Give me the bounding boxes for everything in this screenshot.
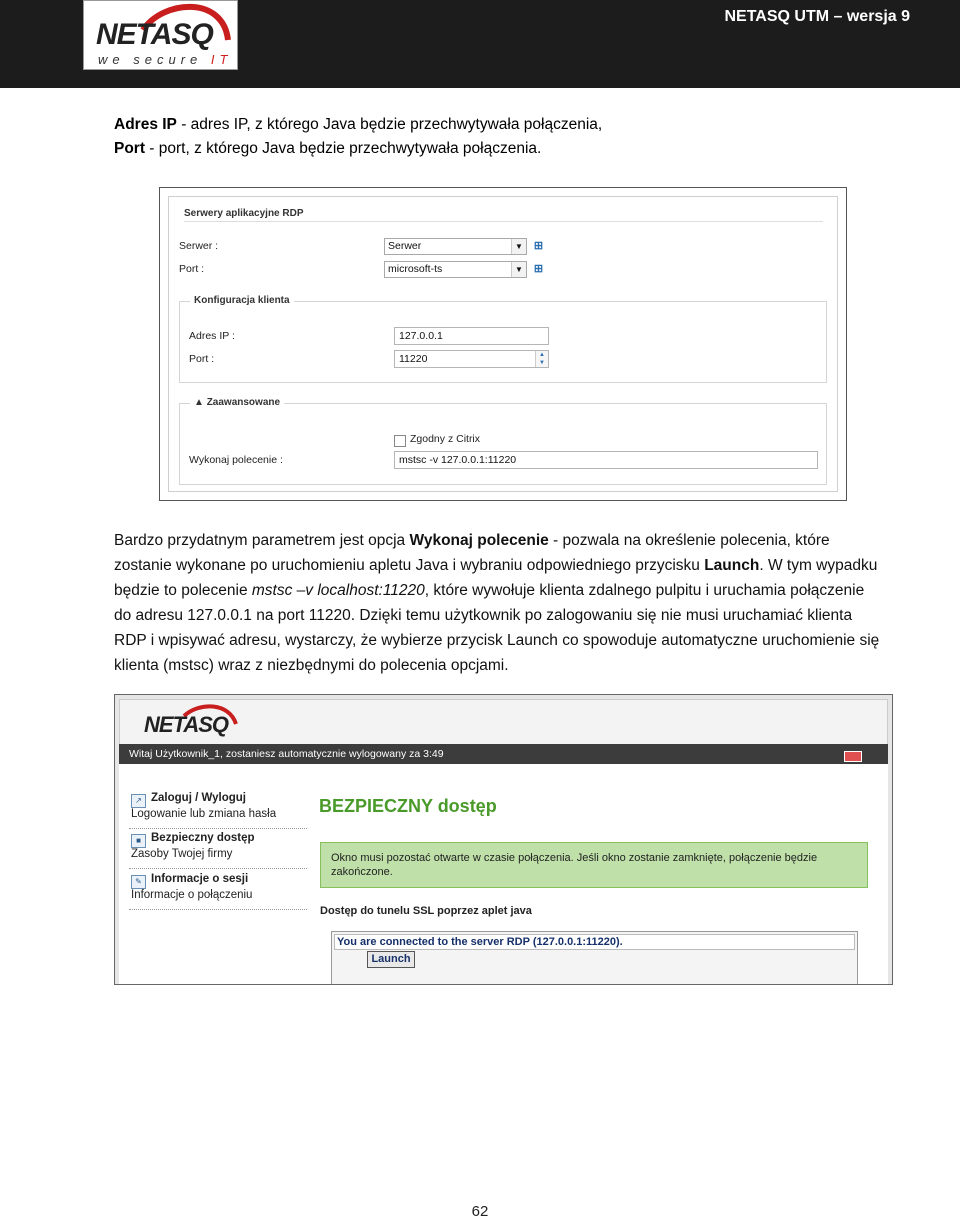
logout-icon[interactable] xyxy=(844,751,862,762)
command-input[interactable]: mstsc -v 127.0.0.1:11220 xyxy=(394,451,818,469)
description-paragraph: Bardzo przydatnym parametrem jest opcja Wykonaj polecenie - pozwala na określenie polecenia, które zostanie wykonane po uruchomieniu apletu Java i wybraniu odpowiedniego przycisku Launch. W tym wypadku będzie to polecenie mstsc –v localhost:11220, które wywołuje klienta zdalnego pulpitu i uruchamia połączenie do adresu 127.0.0.1 na port 11220. Dzięki temu użytkownik po zalogowaniu się nie musi uruchamiać klienta RDP i wpisywać adresu, wystarczy, że wybierze przycisk Launch co spowoduje automatyczne uruchomienie się klienta (mstsc) wraz z niezbędnymi do polecenia opcjami. xyxy=(114,532,880,674)
server-label: Serwer : xyxy=(179,240,219,252)
portal-banner xyxy=(119,699,888,744)
page-number: 62 xyxy=(471,1203,489,1220)
portal-heading: BEZPIECZNY dostęp xyxy=(319,796,497,816)
citrix-checkbox[interactable] xyxy=(394,435,406,447)
definition-ip: Adres IP - adres IP, z którego Java będzie przechwytywała połączenia, xyxy=(114,116,603,133)
citrix-label: Zgodny z Citrix xyxy=(410,433,481,445)
portal-welcome-bar xyxy=(119,744,888,764)
nav-title: Informacje o sesji xyxy=(151,873,249,885)
ssl-portal-screenshot xyxy=(114,694,893,985)
rdp-config-screenshot xyxy=(159,187,847,501)
chevron-down-icon: ▼ xyxy=(511,239,526,254)
definition-port: Port - port, z którego Java będzie przechwytywała połączenia. xyxy=(114,140,542,157)
client-config-fieldset xyxy=(179,295,827,383)
client-config-legend: Konfiguracja klienta xyxy=(190,295,294,306)
nav-subtitle: Logowanie lub zmiana hasła xyxy=(131,808,277,820)
client-port-value: 11220 xyxy=(399,353,428,365)
nav-divider xyxy=(129,909,307,910)
page-header xyxy=(0,0,960,88)
panel-title: Serwery aplikacyjne RDP xyxy=(184,208,304,219)
java-applet xyxy=(331,931,858,985)
stepper-arrows-icon[interactable]: ▲ ▼ xyxy=(535,351,548,367)
server-select[interactable] xyxy=(384,238,527,255)
panel-divider xyxy=(184,221,823,222)
intro-definitions xyxy=(114,113,854,161)
config-panel xyxy=(168,196,838,492)
nav-divider xyxy=(129,868,307,869)
welcome-text: Witaj Użytkownik_1, zostaniesz automatycznie wylogowany za 3:49 xyxy=(129,748,444,760)
port-select[interactable] xyxy=(384,261,527,278)
portal-logo: NETASQ xyxy=(144,712,229,737)
port-label: Port : xyxy=(179,263,205,275)
logo-tagline: we secure IT xyxy=(98,52,233,67)
add-server-icon[interactable]: ⊞ xyxy=(533,240,544,252)
nav-divider xyxy=(129,828,307,829)
ip-input[interactable]: 127.0.0.1 xyxy=(394,327,549,345)
nav-subtitle: Informacje o połączeniu xyxy=(131,889,253,901)
nav-title: Zaloguj / Wyloguj xyxy=(151,792,246,804)
client-port-input[interactable] xyxy=(394,350,549,368)
advanced-fieldset xyxy=(179,397,827,485)
client-port-label: Port : xyxy=(189,353,215,365)
launch-button[interactable]: Launch xyxy=(367,951,415,968)
ip-label: Adres IP : xyxy=(189,330,235,342)
netasq-logo xyxy=(83,0,238,70)
portal-body xyxy=(119,764,888,984)
document-title: NETASQ UTM – wersja 9 xyxy=(724,8,910,25)
port-select-value: microsoft-ts xyxy=(388,263,443,275)
add-port-icon[interactable]: ⊞ xyxy=(533,263,544,275)
nav-subtitle: Zasoby Twojej firmy xyxy=(131,848,233,860)
advanced-legend[interactable]: ▲ Zaawansowane xyxy=(190,397,284,408)
connection-status: You are connected to the server RDP (127.0.0.1:11220). xyxy=(334,934,855,950)
folder-icon: ■ xyxy=(131,834,146,848)
warning-notice: Okno musi pozostać otwarte w czasie połączenia. Jeśli okno zostanie zamknięte, połączenie będzie zakończone. xyxy=(320,842,868,888)
applet-section-title: Dostęp do tunelu SSL poprzez aplet java xyxy=(320,905,532,917)
command-label: Wykonaj polecenie : xyxy=(189,454,283,466)
nav-title: Bezpieczny dostęp xyxy=(151,832,255,844)
chart-icon: ↗ xyxy=(131,794,146,808)
chevron-down-icon: ▼ xyxy=(511,262,526,277)
logo-wordmark: NETASQ xyxy=(96,18,213,51)
info-icon: ✎ xyxy=(131,875,146,889)
server-select-value: Serwer xyxy=(388,240,422,252)
